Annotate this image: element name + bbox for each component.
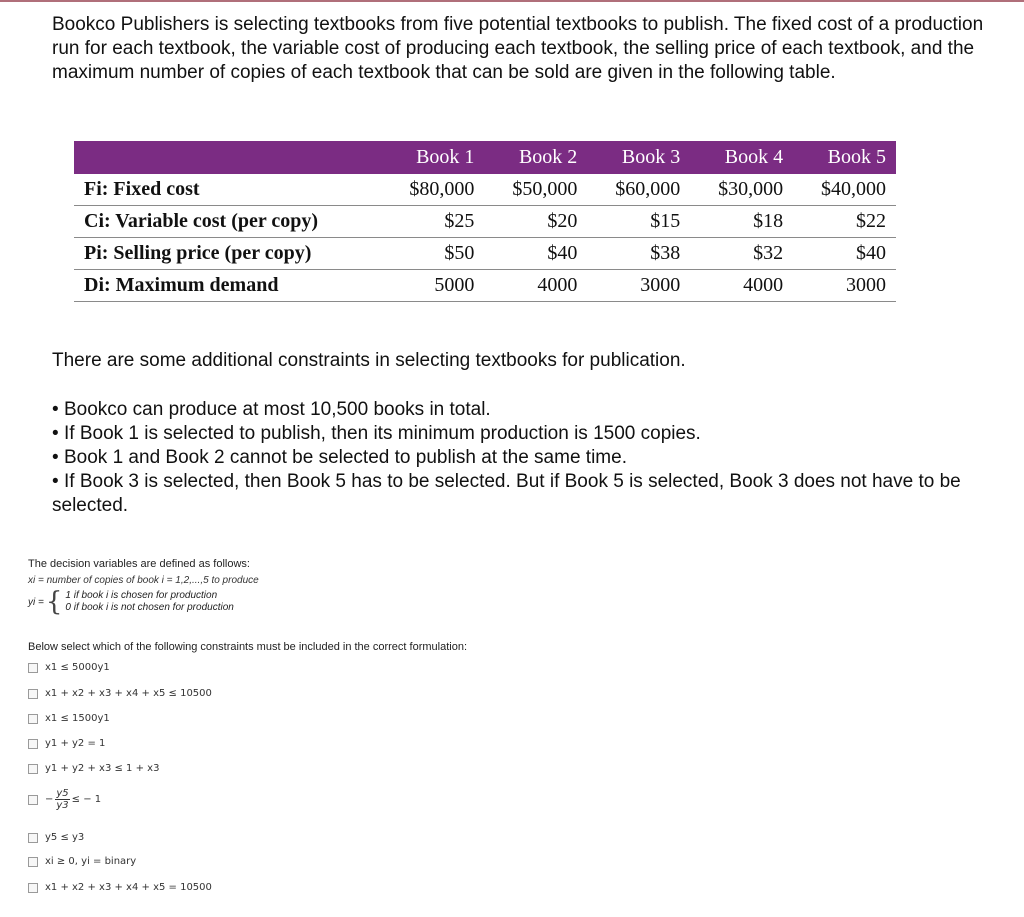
y-definition-label: yi =	[28, 596, 44, 608]
table-cell: 4000	[690, 270, 793, 302]
table-cell: 3000	[587, 270, 690, 302]
list-item	[52, 422, 972, 446]
table-cell: $40	[484, 238, 587, 270]
table-cell: $80,000	[382, 174, 485, 206]
bullet-text: Book 1 and Book 2 cannot be selected to publish at the same time.	[64, 447, 627, 468]
option-checkbox[interactable]	[28, 739, 38, 749]
top-border	[0, 0, 1024, 2]
col-header-book-5: Book 5	[793, 141, 896, 174]
problem-intro: Bookco Publishers is selecting textbooks from five potential textbooks to publish. The fixed cost of a production run for each textbook, the variable cost of producing each textbook, the selling price of each textbook, and the maximum number of copies of each textbook that can be sold are given in the following table.	[52, 14, 984, 83]
option-x1-le-5000y1[interactable]	[28, 662, 110, 673]
row-label: Pi: Selling price (per copy)	[74, 238, 382, 270]
table-cell: $22	[793, 206, 896, 238]
table-cell: $15	[587, 206, 690, 238]
table-cell: $38	[587, 238, 690, 270]
list-item	[52, 470, 972, 518]
option-checkbox[interactable]	[28, 764, 38, 774]
bullet-dot: •	[52, 447, 59, 468]
row-label: Di: Maximum demand	[74, 270, 382, 302]
option-label: ≤ − 1	[71, 794, 102, 805]
option-label: x1 ≤ 1500y1	[45, 713, 110, 724]
question-prompt: Below select which of the following constraints must be included in the correct formulation:	[28, 641, 467, 653]
table-cell: 4000	[484, 270, 587, 302]
option-label: y5 ≤ y3	[45, 832, 85, 843]
list-item	[52, 398, 972, 422]
option-label: x1 + x2 + x3 + x4 + x5 ≤ 10500	[45, 688, 212, 699]
row-label: Fi: Fixed cost	[74, 174, 382, 206]
table-cell: $32	[690, 238, 793, 270]
option-label: y1 + y2 = 1	[45, 738, 106, 749]
col-header-book-3: Book 3	[587, 141, 690, 174]
fraction-prefix: −	[45, 794, 54, 805]
books-table	[74, 141, 896, 302]
option-checkbox[interactable]	[28, 714, 38, 724]
option-sum-eq-10500[interactable]	[28, 882, 212, 893]
option-checkbox[interactable]	[28, 833, 38, 843]
y-cases	[65, 590, 233, 614]
option-label: xi ≥ 0, yi = binary	[45, 856, 137, 867]
bullet-dot: •	[52, 399, 59, 420]
table-cell: $18	[690, 206, 793, 238]
list-item	[52, 446, 972, 470]
option-label: x1 + x2 + x3 + x4 + x5 = 10500	[45, 882, 212, 893]
constraints-list	[52, 398, 972, 518]
table-cell: $50,000	[484, 174, 587, 206]
brace-symbol: {	[45, 587, 63, 617]
bullet-dot: •	[52, 423, 59, 444]
table-row-maximum-demand	[74, 270, 896, 302]
col-header-book-2: Book 2	[484, 141, 587, 174]
option-checkbox[interactable]	[28, 883, 38, 893]
table-cell: 5000	[382, 270, 485, 302]
table-cell: $60,000	[587, 174, 690, 206]
option-y1-y2-x3[interactable]	[28, 763, 159, 774]
table-cell: $30,000	[690, 174, 793, 206]
fraction-numerator: y5	[56, 788, 69, 799]
x-definition: xi = number of copies of book i = 1,2,...,5 to produce	[28, 575, 259, 586]
definitions-title: The decision variables are defined as follows:	[28, 558, 250, 570]
table-cell: 3000	[793, 270, 896, 302]
table-cell: $50	[382, 238, 485, 270]
option-checkbox[interactable]	[28, 857, 38, 867]
option-label: x1 ≤ 5000y1	[45, 662, 110, 673]
col-header-book-4: Book 4	[690, 141, 793, 174]
option-label: y1 + y2 + x3 ≤ 1 + x3	[45, 763, 160, 774]
table-header-row	[74, 141, 896, 174]
table-row-selling-price	[74, 238, 896, 270]
option-checkbox[interactable]	[28, 795, 38, 805]
col-header-book-1: Book 1	[382, 141, 485, 174]
row-label: Ci: Variable cost (per copy)	[74, 206, 382, 238]
bullet-text: If Book 1 is selected to publish, then its minimum production is 1500 copies.	[64, 423, 701, 444]
y-definition	[28, 587, 259, 617]
variable-definitions	[28, 558, 259, 617]
bullet-text: If Book 3 is selected, then Book 5 has to be selected. But if Book 5 is selected, Book 3 does not have to be selected.	[52, 471, 961, 516]
option-y1-plus-y2-eq-1[interactable]	[28, 738, 105, 749]
option-checkbox[interactable]	[28, 663, 38, 673]
table-header-blank	[74, 141, 382, 174]
table-cell: $20	[484, 206, 587, 238]
table-cell: $25	[382, 206, 485, 238]
constraints-heading: There are some additional constraints in selecting textbooks for publication.	[52, 350, 686, 371]
table-row-fixed-cost	[74, 174, 896, 206]
option-y5-le-y3[interactable]	[28, 832, 84, 843]
option-x1-le-1500y1[interactable]	[28, 713, 110, 724]
fraction-denominator: y3	[56, 800, 69, 811]
table-row-variable-cost	[74, 206, 896, 238]
fraction	[55, 788, 69, 811]
y-case-selected: 1 if book i is chosen for production	[65, 590, 218, 601]
option-nonneg-binary[interactable]	[28, 856, 136, 867]
table-cell: $40,000	[793, 174, 896, 206]
option-checkbox[interactable]	[28, 689, 38, 699]
bullet-dot: •	[52, 471, 59, 492]
option-sum-le-10500[interactable]	[28, 688, 212, 699]
option-fraction[interactable]	[28, 788, 101, 811]
table-cell: $40	[793, 238, 896, 270]
bullet-text: Bookco can produce at most 10,500 books in total.	[64, 399, 491, 420]
y-case-not-selected: 0 if book i is not chosen for production	[65, 602, 234, 613]
